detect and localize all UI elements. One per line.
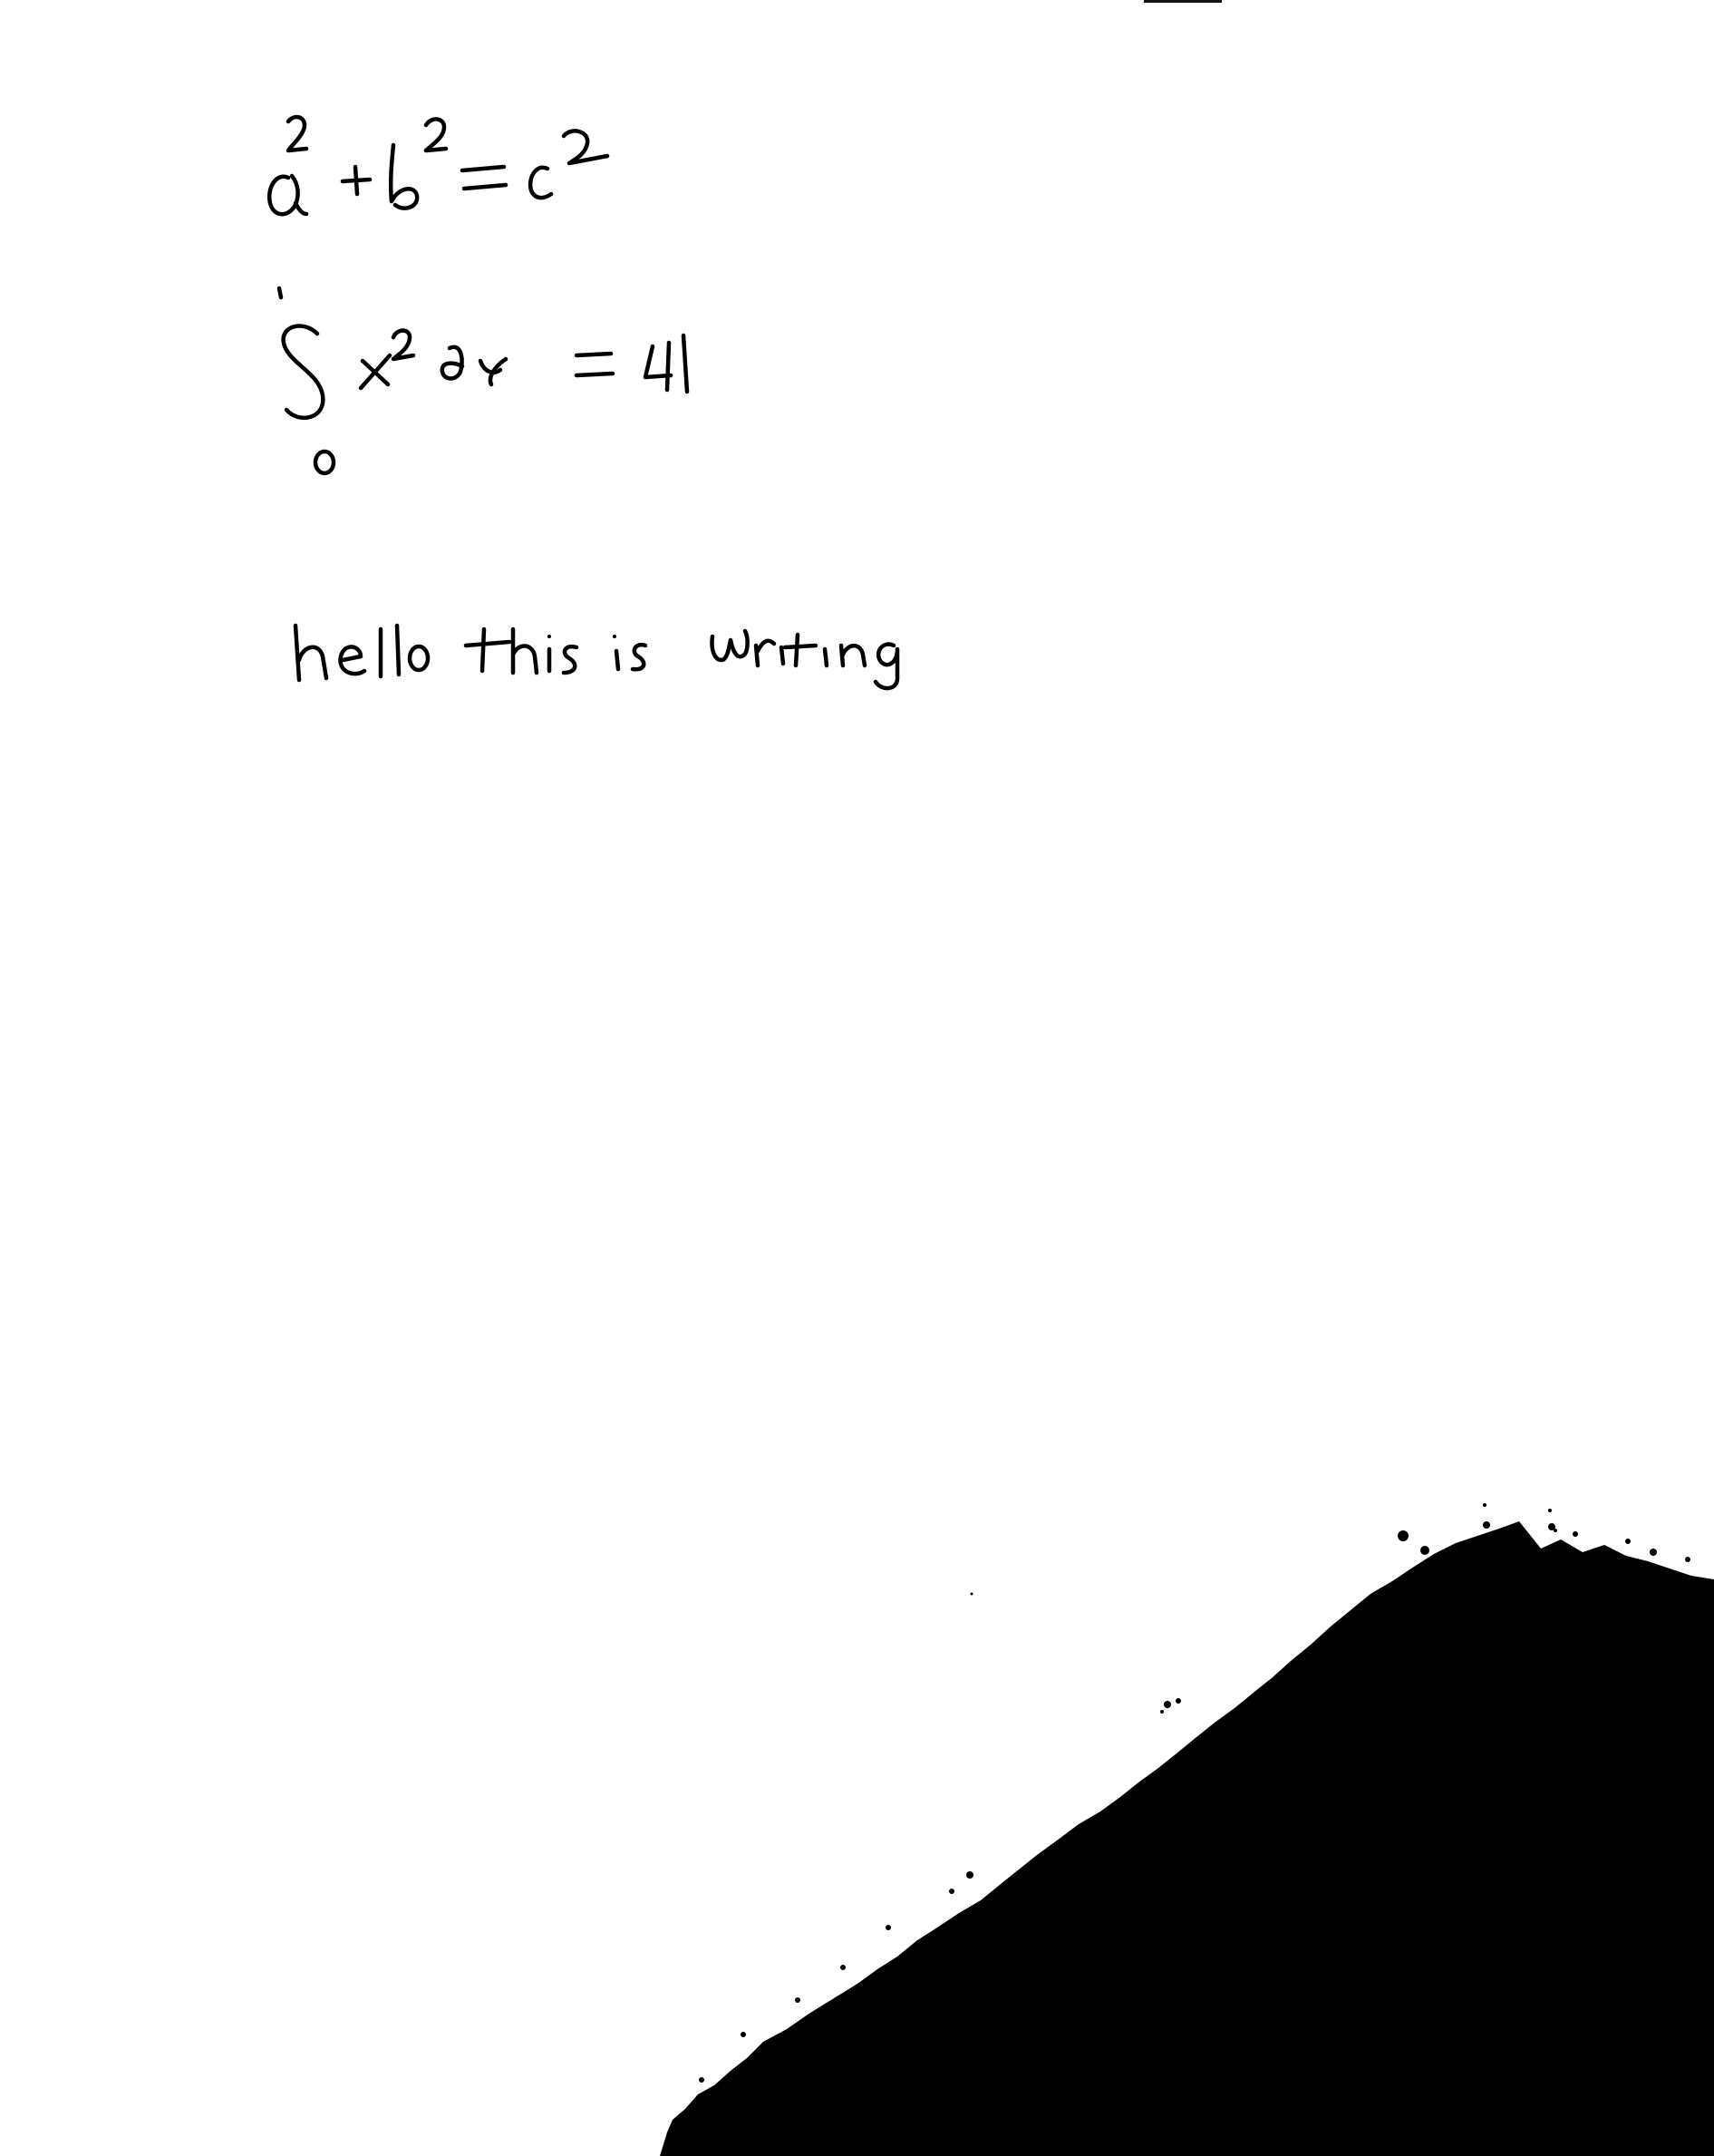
shadow-region	[660, 1521, 1714, 2156]
